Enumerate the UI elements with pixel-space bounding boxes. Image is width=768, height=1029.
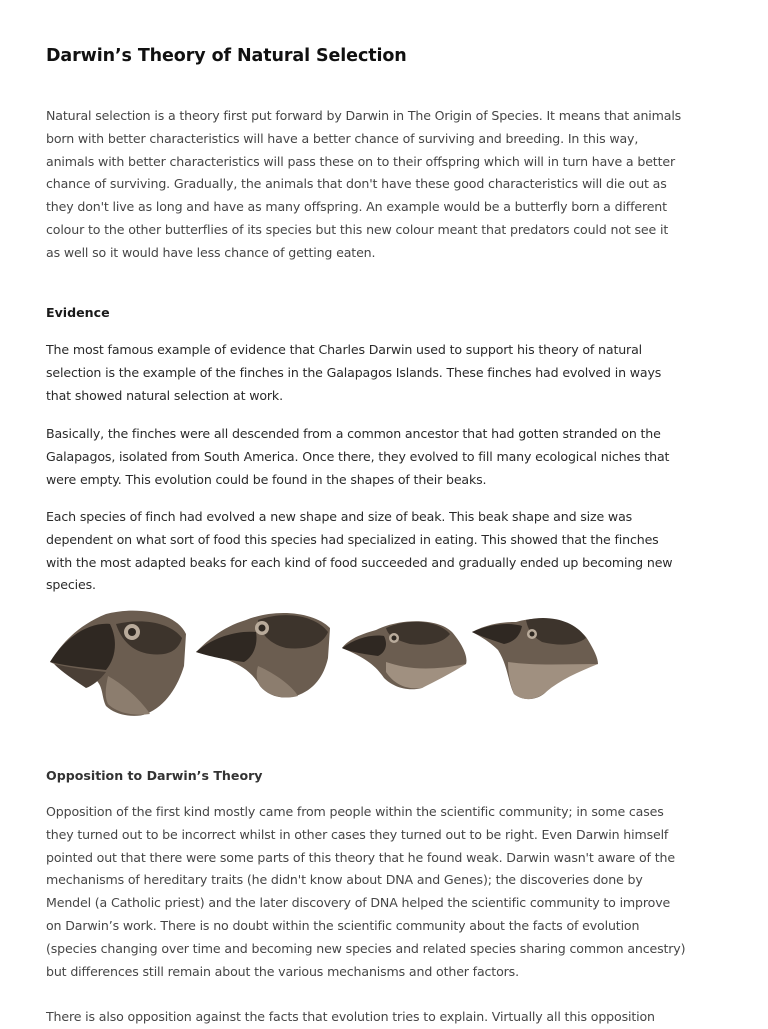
finch-beaks-illustration: [46, 606, 606, 726]
text-line: species.: [46, 577, 96, 593]
text-line: Mendel (a Catholic priest) and the later discovery of DNA helped the scientific community to improve: [46, 895, 671, 911]
text-line: chance of surviving. Gradually, the animals that don't have these good characteristics will die out as: [46, 176, 667, 192]
text-line: but differences still remain about the various mechanisms and other factors.: [46, 963, 519, 979]
text-line: selection is the example of the finches in the Galapagos Islands. These finches had evolved in ways: [46, 364, 662, 380]
text-line: on Darwin’s work. There is no doubt within the scientific community about the facts of evolution: [46, 917, 640, 933]
text-line: Galapagos, isolated from South America. Once there, they evolved to fill many ecological niches that: [46, 448, 670, 464]
text-line: they don't live as long and have as many offspring. An example would be a butterfly born a different: [46, 199, 667, 215]
text-line: pointed out that there were some parts of this theory that he found weak. Darwin wasn't aware of the: [46, 849, 675, 865]
text-line: There is also opposition against the facts that evolution tries to explain. Virtually all this opposition: [46, 1009, 655, 1024]
text-line: The most famous example of evidence that Charles Darwin used to support his theory of natural: [46, 342, 643, 357]
intro-paragraph: [46, 105, 681, 265]
text-line: they turned out to be incorrect whilst in other cases they turned out to be right. Even Darwin himself: [46, 826, 669, 842]
opposition-paragraph-2: [46, 1006, 655, 1029]
finch-large-beak-image: [50, 611, 186, 716]
opposition-heading: Opposition to Darwin’s Theory: [46, 768, 263, 783]
text-line: (species changing over time and becoming new species and related species sharing common ancestry): [46, 940, 686, 956]
text-line: Opposition of the first kind mostly came from people within the scientific community; in some cases: [46, 804, 664, 819]
evidence-paragraph-2: [46, 423, 669, 491]
text-line: Basically, the finches were all descended from a common ancestor that had gotten stranded on the: [46, 426, 661, 441]
finch-small-beak-image: [342, 621, 466, 689]
evidence-heading: Evidence: [46, 305, 110, 320]
text-line: animals with better characteristics will pass these on to their offspring which will in turn have a better: [46, 153, 675, 169]
evidence-paragraph-1: [46, 339, 661, 407]
text-line: with the most adapted beaks for each kind of food succeeded and gradually ended up becoming new: [46, 554, 673, 570]
text-line: Natural selection is a theory first put forward by Darwin in The Origin of Species. It means that animals: [46, 108, 682, 123]
document-title: Darwin’s Theory of Natural Selection: [46, 46, 407, 66]
finch-thin-beak-image: [472, 618, 598, 699]
text-line: born with better characteristics will have a better chance of surviving and breeding. In this way,: [46, 130, 639, 146]
opposition-paragraph-1: [46, 801, 685, 983]
text-line: were empty. This evolution could be found in the shapes of their beaks.: [46, 471, 487, 487]
text-line: mechanisms of hereditary traits (he didn't know about DNA and Genes); the discoveries done by: [46, 872, 643, 888]
text-line: Each species of finch had evolved a new shape and size of beak. This beak shape and size was: [46, 509, 633, 524]
finch-medium-beak-image: [196, 613, 330, 698]
text-line: that showed natural selection at work.: [46, 387, 283, 403]
text-line: dependent on what sort of food this species had specialized in eating. This showed that the finches: [46, 531, 659, 547]
evidence-paragraph-3: [46, 506, 672, 597]
text-line: as well so it would have less chance of getting eaten.: [46, 244, 376, 260]
text-line: colour to the other butterflies of its species but this new colour meant that predators could not see it: [46, 221, 669, 237]
